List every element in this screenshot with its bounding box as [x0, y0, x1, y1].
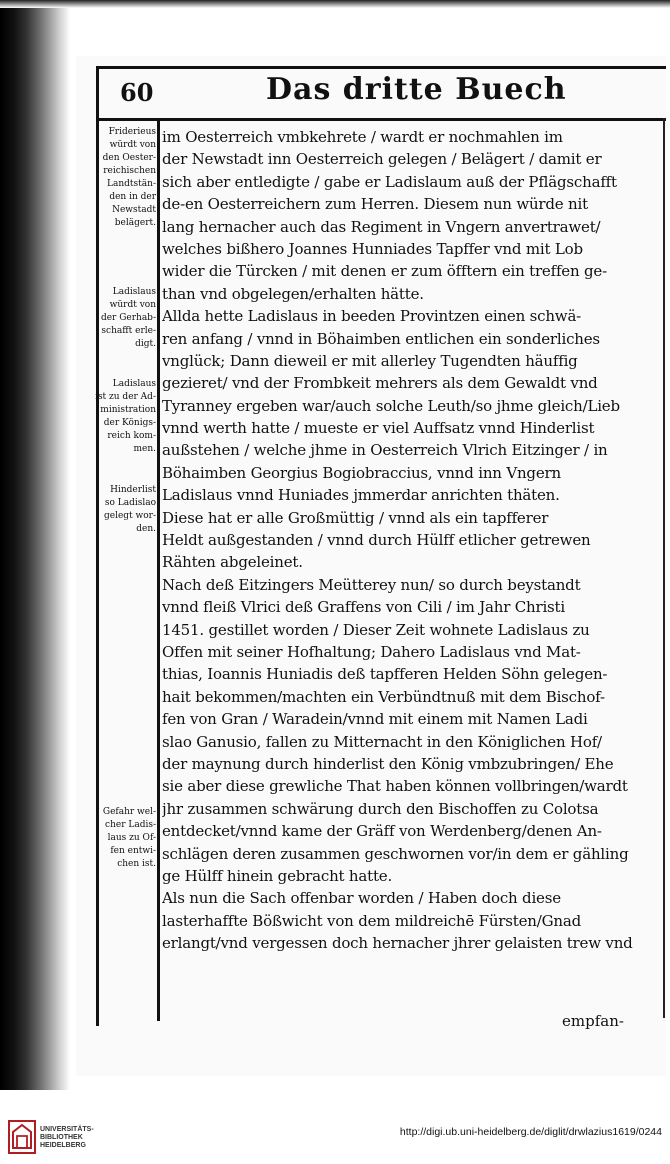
- text-line: Heldt außgestanden / vnnd durch Hülff etlicher getrewen: [162, 531, 591, 550]
- text-line: 1451. gestillet worden / Dieser Zeit wohnete Ladislaus zu: [162, 620, 590, 639]
- margin-note-line: reich kom-: [107, 431, 156, 441]
- text-line: Offen mit seiner Hofhaltung; Dahero Ladislaus vnd Mat-: [162, 642, 581, 661]
- scan-dark-edge: [0, 0, 70, 1090]
- text-line: vnglück; Dann dieweil er mit allerley Tugendten häuffig: [162, 351, 578, 370]
- margin-note-line: der Gerhab-: [100, 313, 156, 323]
- text-line: Nach deß Eitzingers Meütterey nun/ so durch beystandt: [162, 575, 581, 594]
- catchword: empfan-: [562, 1012, 624, 1030]
- margin-note: [82, 378, 156, 456]
- frame-rule-header: [96, 118, 666, 121]
- text-line: fen von Gran / Waradein/vnnd mit einem mit Namen Ladi: [162, 710, 588, 729]
- margin-note-line: den in der: [109, 192, 156, 202]
- text-line: hait bekommen/machten ein Verbündtnuß mit dem Bischof-: [162, 687, 605, 706]
- margin-note: [82, 286, 156, 351]
- frame-rule-top: [96, 66, 666, 69]
- text-line: Ladislaus vnnd Huniades jmmerdar anrichten thäten.: [162, 486, 560, 505]
- margin-note-line: würdt von: [109, 140, 156, 150]
- source-url[interactable]: http://digi.ub.uni-heidelberg.de/diglit/drwlazius1619/0244: [399, 1126, 662, 1138]
- text-line: ge Hülff hinein gebracht hatte.: [162, 866, 393, 885]
- margin-note-line: so Ladislao: [104, 498, 156, 508]
- frame-rule-right: [663, 118, 665, 1018]
- text-line: Allda hette Ladislaus in beeden Provintzen einen schwä-: [162, 307, 582, 326]
- text-line: entdecket/vnnd kame der Gräff von Werdenberg/denen An-: [162, 822, 602, 841]
- margin-note-line: den.: [136, 524, 156, 534]
- margin-note-line: digt.: [135, 339, 156, 349]
- margin-note-line: der Königs-: [103, 418, 156, 428]
- margin-note: [82, 806, 156, 871]
- margin-note-line: cher Ladis-: [105, 820, 156, 830]
- text-line: wider die Türcken / mit denen er zum öfftern ein treffen ge-: [162, 262, 607, 281]
- university-seal-icon: [8, 1120, 36, 1154]
- text-line: slao Ganusio, fallen zu Mitternacht in den Königlichen Hof/: [162, 732, 602, 751]
- library-name-line: BIBLIOTHEK: [40, 1134, 83, 1141]
- text-line: vnnd werth hatte / mueste er viel Auffsatz vnnd Hinderlist: [162, 419, 595, 438]
- margin-note-line: Friderieus: [108, 127, 156, 137]
- margin-note-line: ist zu der Ad-: [95, 392, 156, 402]
- margin-note-line: Landtstän-: [107, 179, 156, 189]
- text-line: de-en Oesterreichern zum Herren. Diesem nun würde nit: [162, 195, 588, 214]
- text-line: vnnd fleiß Vlrici deß Graffens von Cili / im Jahr Christi: [162, 598, 565, 617]
- text-line: Als nun die Sach offenbar worden / Haben doch diese: [162, 889, 561, 908]
- text-line: Böhaimben Georgius Bogiobraccius, vnnd inn Vngern: [162, 463, 561, 482]
- text-line: sich aber entledigte / gabe er Ladislaum auß der Pflägschafft: [162, 172, 617, 191]
- text-line: im Oesterreich vmbkehrete / wardt er nochmahlen im: [162, 128, 563, 146]
- text-line: sie aber diese grewliche That haben können vollbringen/wardt: [162, 777, 628, 796]
- text-line: welches bißhero Joannes Hunniades Tapffer vnd mit Lob: [162, 239, 583, 258]
- page-number: 60: [120, 78, 154, 107]
- scan-top-edge: [0, 0, 670, 8]
- margin-note-line: men.: [133, 444, 156, 454]
- margin-note-line: reichischen: [103, 166, 156, 176]
- margin-note-line: ministration: [100, 405, 156, 415]
- text-line: Diese hat er alle Großmüttig / vnnd als ein tapfferer: [162, 508, 549, 527]
- text-line: schlägen deren zusammen geschwornen vor/in dem er gähling: [162, 844, 629, 863]
- text-line: der maynung durch hinderlist den König vmbzubringen/ Ehe: [162, 754, 614, 773]
- text-line: erlangt/vnd vergessen doch hernacher jhrer gelaisten trew vnd: [162, 934, 633, 953]
- text-line: gezieret/ vnd der Frombkeit mehrers als dem Gewaldt vnd: [162, 374, 598, 393]
- text-line: der Newstadt inn Oesterreich gelegen / Belägert / damit er: [162, 150, 602, 169]
- margin-note-line: belägert.: [114, 218, 156, 228]
- margin-note-line: fen entwi-: [110, 846, 156, 856]
- library-name-line: UNIVERSITÄTS-: [40, 1126, 94, 1133]
- margin-note: [82, 126, 156, 230]
- margin-note-line: Hinderlist: [110, 485, 156, 495]
- margin-note-line: Ladislaus: [112, 379, 156, 389]
- text-line: jhr zusammen schwärung durch den Bischoffen zu Colotsa: [162, 799, 599, 818]
- text-line: thias, Ioannis Huniadis deß tapfferen Helden Söhn gelegen-: [162, 665, 608, 684]
- library-name: [40, 1126, 94, 1150]
- margin-note: [82, 484, 156, 536]
- margin-note-line: würdt von: [109, 300, 156, 310]
- body-text: [162, 126, 662, 954]
- margin-note-line: Newstadt: [112, 205, 156, 215]
- margin-note-line: Gefahr wel-: [102, 807, 156, 817]
- text-line: außstehen / welche jhme in Oesterreich Vlrich Eitzinger / in: [162, 441, 608, 460]
- text-line: than vnd obgelegen/erhalten hätte.: [162, 284, 424, 303]
- margin-note-line: laus zu Of-: [107, 833, 156, 843]
- text-line: lang hernacher auch das Regiment in Vngern anvertrawet/: [162, 217, 601, 236]
- margin-note-line: den Oester-: [102, 153, 156, 163]
- text-line: Tyranney ergeben war/auch solche Leuth/so jhme gleich/Lieb: [162, 396, 620, 415]
- margin-note-line: chen ist.: [117, 859, 156, 869]
- library-name-line: HEIDELBERG: [40, 1142, 86, 1149]
- margin-note-line: Ladislaus: [112, 287, 156, 297]
- text-line: Rähten abgeleinet.: [162, 553, 303, 572]
- running-head: Das dritte Buech: [266, 72, 567, 107]
- margin-note-line: schafft erle-: [101, 326, 156, 336]
- text-line: lasterhaffte Bößwicht von dem mildreichē Fürsten/Gnad: [162, 911, 581, 930]
- margin-column-rule: [157, 121, 160, 1021]
- text-line: ren anfang / vnnd in Böhaimben entlichen ein sonderliches: [162, 329, 600, 348]
- margin-note-line: gelegt wor-: [104, 511, 156, 521]
